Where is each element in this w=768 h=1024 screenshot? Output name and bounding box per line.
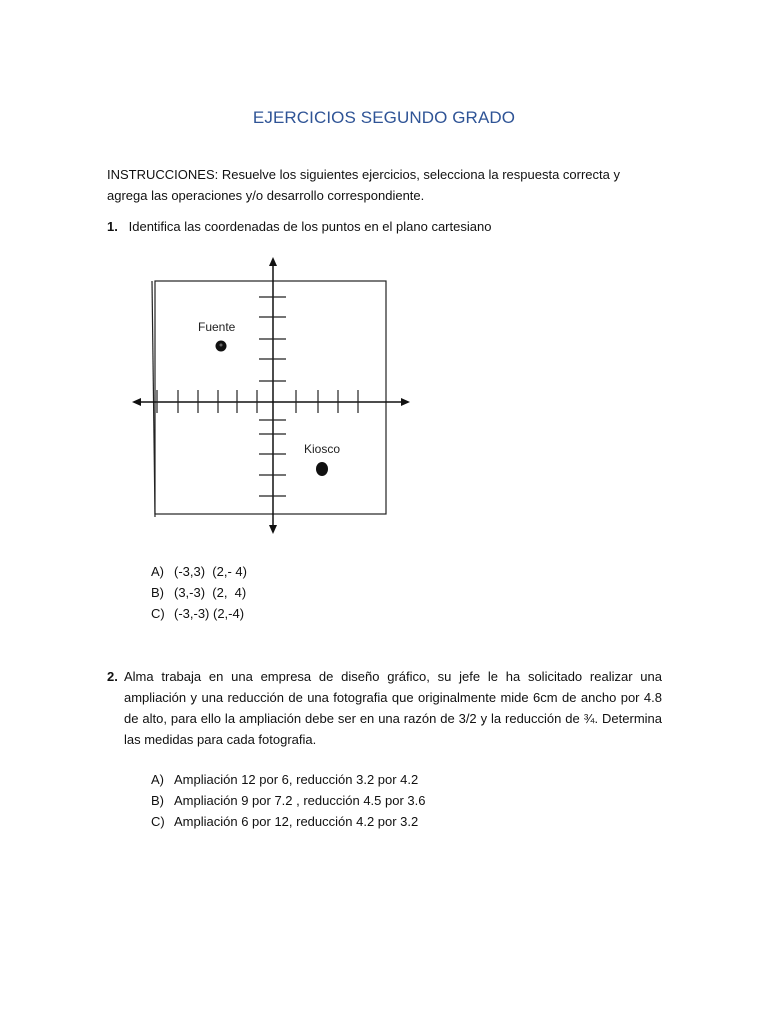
q1-option-b[interactable] [151, 582, 247, 603]
q1-option-b-letter: B) [151, 585, 164, 600]
question-1-number: 1. [107, 219, 118, 234]
question-1 [107, 216, 637, 237]
q1-option-a-letter: A) [151, 564, 164, 579]
y-axis-bottom-arrow [269, 525, 277, 534]
question-2 [107, 666, 662, 750]
x-axis-left-arrow [132, 398, 141, 406]
q2-option-a[interactable] [151, 769, 425, 790]
point-kiosco [316, 462, 328, 476]
y-axis-top-arrow [269, 257, 277, 266]
q1-option-c[interactable] [151, 603, 247, 624]
question-1-text: Identifica las coordenadas de los puntos en el plano cartesiano [128, 219, 492, 234]
q2-option-b[interactable] [151, 790, 425, 811]
label-kiosco: Kiosco [304, 442, 341, 456]
cartesian-plane [120, 250, 420, 550]
q1-option-c-text: (-3,-3) (2,-4) [174, 606, 245, 621]
q2-option-c[interactable] [151, 811, 425, 832]
instructions-text: INSTRUCCIONES: Resuelve los siguientes ejercicios, selecciona la respuesta correcta y agrega las operaciones y/o desarrollo correspondiente. [107, 167, 620, 203]
label-fuente: Fuente [198, 320, 236, 334]
q1-option-a[interactable] [151, 561, 247, 582]
point-fuente-highlight [220, 344, 223, 347]
question-2-number: 2. [107, 669, 118, 684]
question-2-text: Alma trabaja en una empresa de diseño gráfico, su jefe le ha solicitado realizar una ampliación y una reducción de una fotografia que originalmente mide 6cm de ancho por 4.8 de alto, para ello la ampliación debe ser en una razón de 3/2 y la reducción de ¾. Determina las medidas para cada fotografia. [124, 669, 662, 747]
q1-option-a-text: (-3,3) (2,- 4) [174, 564, 247, 579]
x-axis-right-arrow [401, 398, 410, 406]
q2-option-b-text: Ampliación 9 por 7.2 , reducción 4.5 por 3.6 [174, 793, 426, 808]
q2-option-c-text: Ampliación 6 por 12, reducción 4.2 por 3.2 [174, 814, 419, 829]
q2-option-b-letter: B) [151, 793, 164, 808]
question-1-options [151, 561, 247, 624]
q2-option-a-letter: A) [151, 772, 164, 787]
q2-option-a-text: Ampliación 12 por 6, reducción 3.2 por 4.2 [174, 772, 419, 787]
question-2-options [151, 769, 425, 832]
q1-option-c-letter: C) [151, 606, 165, 621]
page-title: EJERCICIOS SEGUNDO GRADO [252, 108, 516, 127]
q2-option-c-letter: C) [151, 814, 165, 829]
plane-frame [155, 281, 386, 514]
q1-option-b-text: (3,-3) (2, 4) [174, 585, 247, 600]
